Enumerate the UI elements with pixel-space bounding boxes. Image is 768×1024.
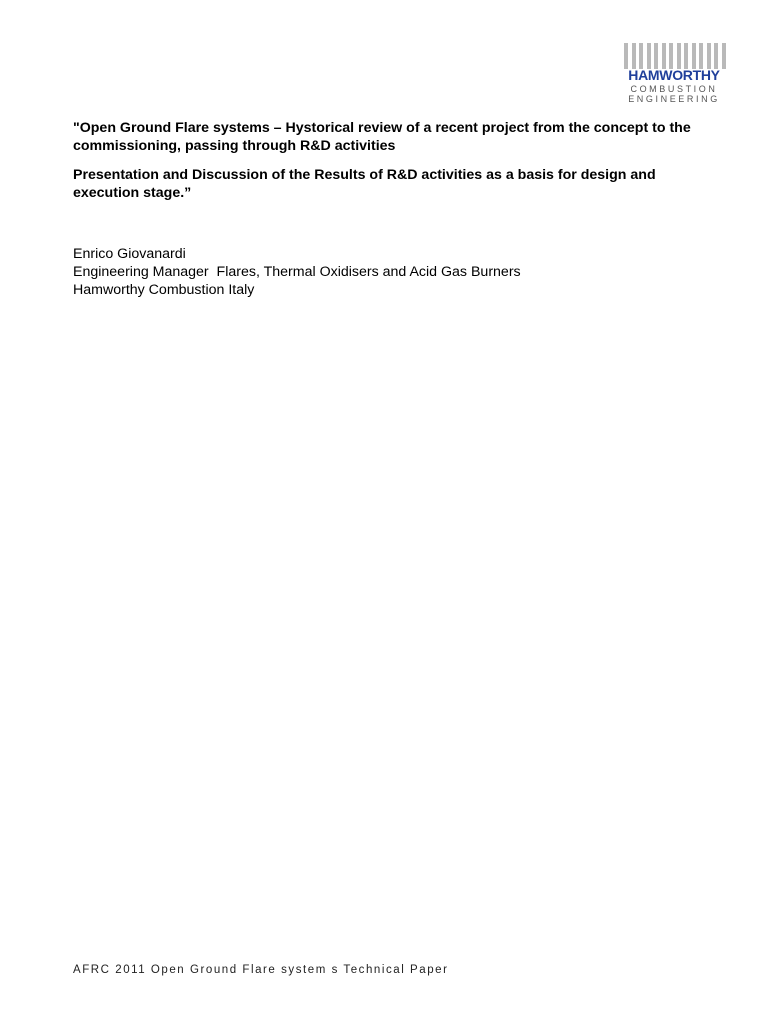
logo-subtitle-engineering: ENGINEERING <box>628 94 720 104</box>
company-logo <box>620 43 728 105</box>
author-role: Engineering Manager Flares, Thermal Oxidisers and Acid Gas Burners <box>73 264 521 280</box>
logo-subtitle-combustion: COMBUSTION <box>630 84 718 94</box>
author-name: Enrico Giovanardi <box>73 246 186 262</box>
author-company: Hamworthy Combustion Italy <box>73 282 255 298</box>
logo-name: HAMWORTHY <box>628 67 720 83</box>
document-subtitle: Presentation and Discussion of the Results of R&D activities as a basis for design and execution stage.” <box>73 167 656 201</box>
page-footer: AFRC 2011 Open Ground Flare system s Technical Paper <box>73 964 449 976</box>
logo-bars-graphic <box>624 43 726 69</box>
document-title: "Open Ground Flare systems – Hystorical review of a recent project from the concept to the commissioning, passing through R&D activities <box>73 120 691 154</box>
author-block <box>73 245 713 299</box>
